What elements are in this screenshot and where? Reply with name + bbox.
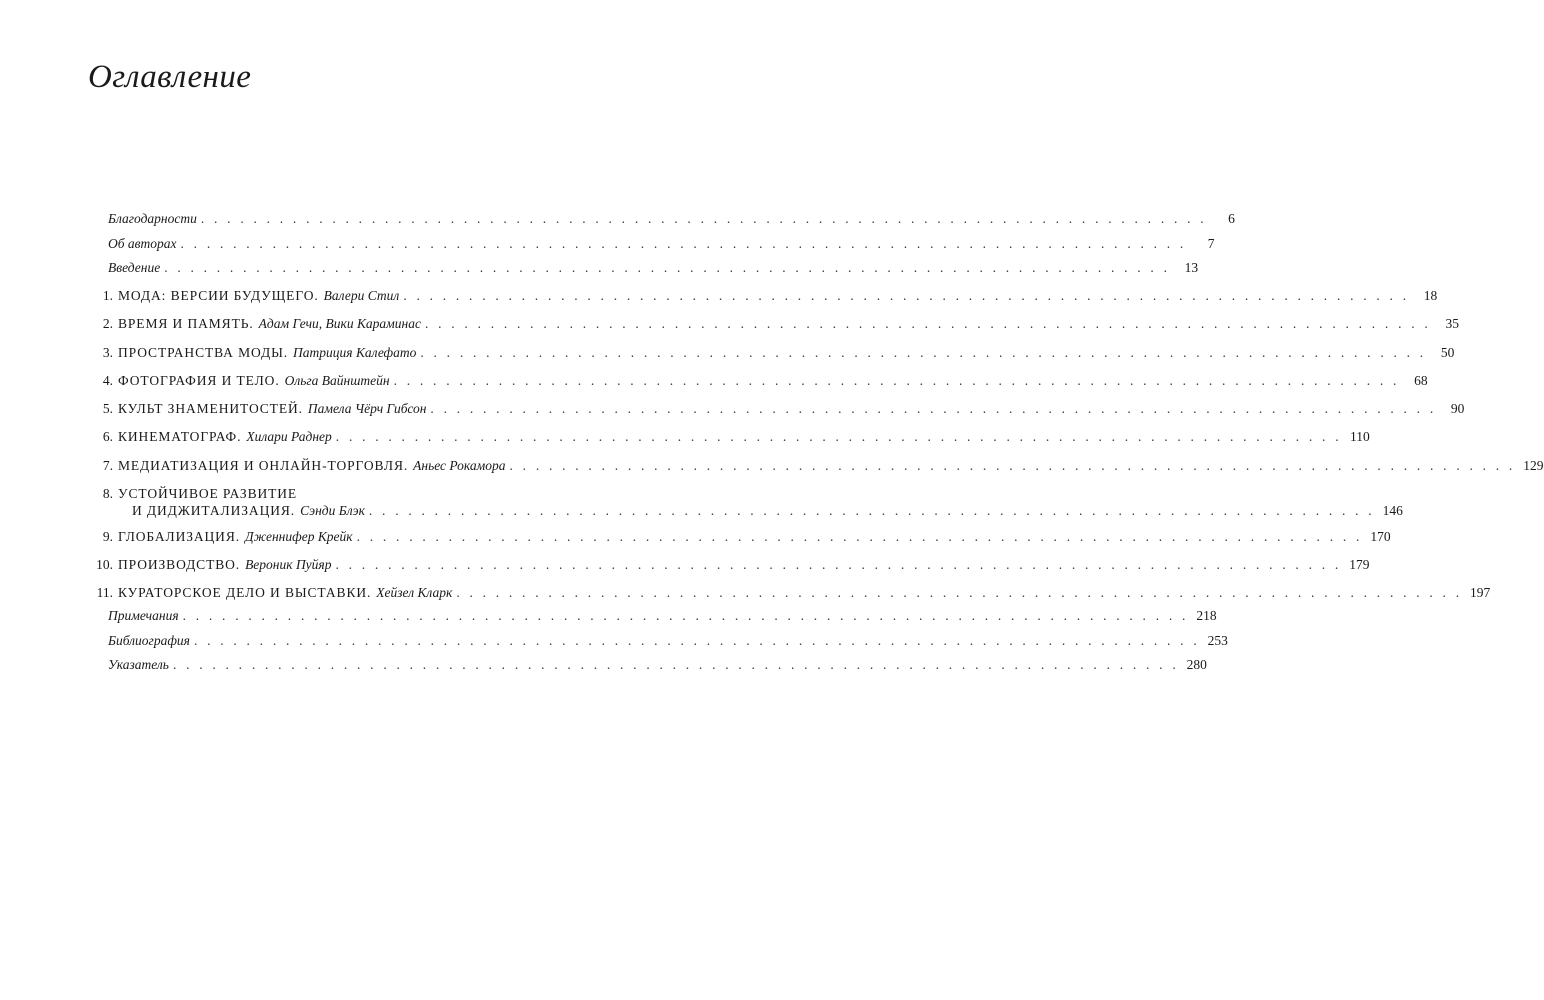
toc-entry-title: Введение [108, 260, 161, 275]
chapter-title: КИНЕМАТОГРАФ. [118, 429, 242, 444]
dot-leader: . . . . . . . . . . . . . . . . . . . . . . . . . . . . . . . . . . . . . . . . . . . . . . . . . . . . . . . . . . . . . . . . . . . . . . . . . . . . . [509, 458, 1516, 473]
dot-leader: . . . . . . . . . . . . . . . . . . . . . . . . . . . . . . . . . . . . . . . . . . . . . . . . . . . . . . . . . . . . . . . . . . . . . . . . . . . . . [420, 345, 1427, 360]
chapter-title: ВРЕМЯ И ПАМЯТЬ. [118, 316, 254, 331]
toc-page-number: 18 [1423, 288, 1438, 303]
chapter-author: Ольга Вайнштейн [284, 373, 390, 388]
chapter-title: ПРОСТРАНСТВА МОДЫ. [118, 345, 289, 360]
chapter-title: ФОТОГРАФИЯ И ТЕЛО. [118, 373, 280, 388]
chapter-author: Памела Чёрч Гибсон [307, 401, 427, 416]
dot-leader: . . . . . . . . . . . . . . . . . . . . . . . . . . . . . . . . . . . . . . . . . . . . . . . . . . . . . . . . . . . . . . . . . . . . . . . . . . . . . [182, 608, 1189, 623]
chapter-number: 2. [102, 316, 113, 331]
toc-page-number: 146 [1382, 503, 1403, 518]
chapter-number: 7. [102, 458, 113, 473]
chapter-title: ГЛОБАЛИЗАЦИЯ. [118, 529, 241, 544]
toc-entry-title: Об авторах [108, 236, 177, 251]
chapter-author: Хейзел Кларк [376, 585, 453, 600]
toc-page-number: 13 [1184, 260, 1199, 275]
chapter-author: Аньес Рокамора [413, 458, 506, 473]
chapter-number: 1. [102, 288, 113, 303]
chapter-number: 10. [96, 557, 113, 572]
chapter-number: 8. [102, 486, 113, 501]
toc-page-number: 90 [1450, 401, 1465, 416]
toc-entry-title: Примечания [108, 608, 179, 623]
toc-page-number: 68 [1414, 373, 1428, 388]
chapter-author: Патриция Калефато [293, 345, 417, 360]
toc-page-number: 6 [1228, 211, 1235, 226]
dot-leader: . . . . . . . . . . . . . . . . . . . . . . . . . . . . . . . . . . . . . . . . . . . . . . . . . . . . . . . . . . . . . . . . . . . . . . . . . . . . . [193, 633, 1200, 648]
chapter-author: Дженнифер Крейк [245, 529, 353, 544]
toc-page-number: 7 [1207, 236, 1215, 251]
chapter-author: Валери Стил [323, 288, 400, 303]
toc-page-number: 197 [1470, 585, 1491, 600]
page-title: Оглавление [88, 59, 252, 95]
chapter-number: 3. [102, 345, 113, 360]
dot-leader: . . . . . . . . . . . . . . . . . . . . . . . . . . . . . . . . . . . . . . . . . . . . . . . . . . . . . . . . . . . . . . . . . . . . . . . . . . . . . [356, 529, 1363, 544]
chapter-title: КУРАТОРСКОЕ ДЕЛО И ВЫСТАВКИ. [118, 585, 372, 600]
chapter-author: Адам Гечи, Вики Караминас [258, 316, 421, 331]
chapter-title: МОДА: ВЕРСИИ БУДУЩЕГО. [118, 288, 319, 303]
toc-page-number: 50 [1440, 345, 1455, 360]
chapter-title: ПРОИЗВОДСТВО. [118, 557, 241, 572]
chapter-number: 11. [96, 585, 113, 600]
dot-leader: . . . . . . . . . . . . . . . . . . . . . . . . . . . . . . . . . . . . . . . . . . . . . . . . . . . . . . . . . . . . . . . . . . . . . . . . . . . . . [430, 401, 1437, 416]
dot-leader: . . . . . . . . . . . . . . . . . . . . . . . . . . . . . . . . . . . . . . . . . . . . . . . . . . . . . . . . . . . . . . . . . . . . . . . . . . . . . [335, 429, 1342, 444]
chapter-number: 4. [102, 373, 113, 388]
chapter-author: Сэнди Блэк [300, 503, 365, 518]
toc-page-number: 129 [1523, 458, 1544, 473]
toc-entry-title: Библиография [108, 633, 190, 648]
toc-entry-title: Указатель [108, 657, 169, 672]
toc-page-number: 179 [1349, 557, 1370, 572]
toc-page-number: 280 [1186, 657, 1207, 672]
toc-page-number: 218 [1196, 608, 1217, 623]
toc-page-number: 35 [1445, 316, 1459, 331]
chapter-author: Хилари Раднер [246, 429, 332, 444]
chapter-author: Вероник Пуйяр [245, 557, 332, 572]
chapter-title-line-2: И ДИДЖИТАЛИЗАЦИЯ. [132, 503, 296, 518]
chapter-title-line-1: УСТОЙЧИВОЕ РАЗВИТИЕ [118, 486, 298, 501]
dot-leader: . . . . . . . . . . . . . . . . . . . . . . . . . . . . . . . . . . . . . . . . . . . . . . . . . . . . . . . . . . . . . . . . . . . . . . . . . . . . . [200, 211, 1207, 226]
dot-leader: . . . . . . . . . . . . . . . . . . . . . . . . . . . . . . . . . . . . . . . . . . . . . . . . . . . . . . . . . . . . . . . . . . . . . . . . . . . . . [172, 657, 1179, 672]
dot-leader: . . . . . . . . . . . . . . . . . . . . . . . . . . . . . . . . . . . . . . . . . . . . . . . . . . . . . . . . . . . . . . . . . . . . . . . . . . . . . [164, 260, 1171, 275]
toc-page-number: 170 [1370, 529, 1391, 544]
chapter-number: 5. [102, 401, 113, 416]
toc-page-number: 253 [1207, 633, 1228, 648]
dot-leader: . . . . . . . . . . . . . . . . . . . . . . . . . . . . . . . . . . . . . . . . . . . . . . . . . . . . . . . . . . . . . . . . . . . . . . . . . . . . . [180, 236, 1187, 251]
chapter-title: КУЛЬТ ЗНАМЕНИТОСТЕЙ. [118, 401, 303, 416]
dot-leader: . . . . . . . . . . . . . . . . . . . . . . . . . . . . . . . . . . . . . . . . . . . . . . . . . . . . . . . . . . . . . . . . . . . . . . . . . . . . . [456, 585, 1463, 600]
dot-leader: . . . . . . . . . . . . . . . . . . . . . . . . . . . . . . . . . . . . . . . . . . . . . . . . . . . . . . . . . . . . . . . . . . . . . . . . . . . . . [335, 557, 1342, 572]
chapter-number: 9. [102, 529, 113, 544]
dot-leader: . . . . . . . . . . . . . . . . . . . . . . . . . . . . . . . . . . . . . . . . . . . . . . . . . . . . . . . . . . . . . . . . . . . . . . . . . . . . . [393, 373, 1400, 388]
dot-leader: . . . . . . . . . . . . . . . . . . . . . . . . . . . . . . . . . . . . . . . . . . . . . . . . . . . . . . . . . . . . . . . . . . . . . . . . . . . . . [403, 288, 1410, 303]
chapter-title: МЕДИАТИЗАЦИЯ И ОНЛАЙН-ТОРГОВЛЯ. [118, 458, 409, 473]
dot-leader: . . . . . . . . . . . . . . . . . . . . . . . . . . . . . . . . . . . . . . . . . . . . . . . . . . . . . . . . . . . . . . . . . . . . . . . . . . . . . [424, 316, 1431, 331]
chapter-number: 6. [102, 429, 113, 444]
dot-leader: . . . . . . . . . . . . . . . . . . . . . . . . . . . . . . . . . . . . . . . . . . . . . . . . . . . . . . . . . . . . . . . . . . . . . . . . . . . . . [368, 503, 1375, 518]
toc-entry-title: Благодарности [108, 211, 197, 226]
toc-page-number: 110 [1350, 429, 1370, 444]
